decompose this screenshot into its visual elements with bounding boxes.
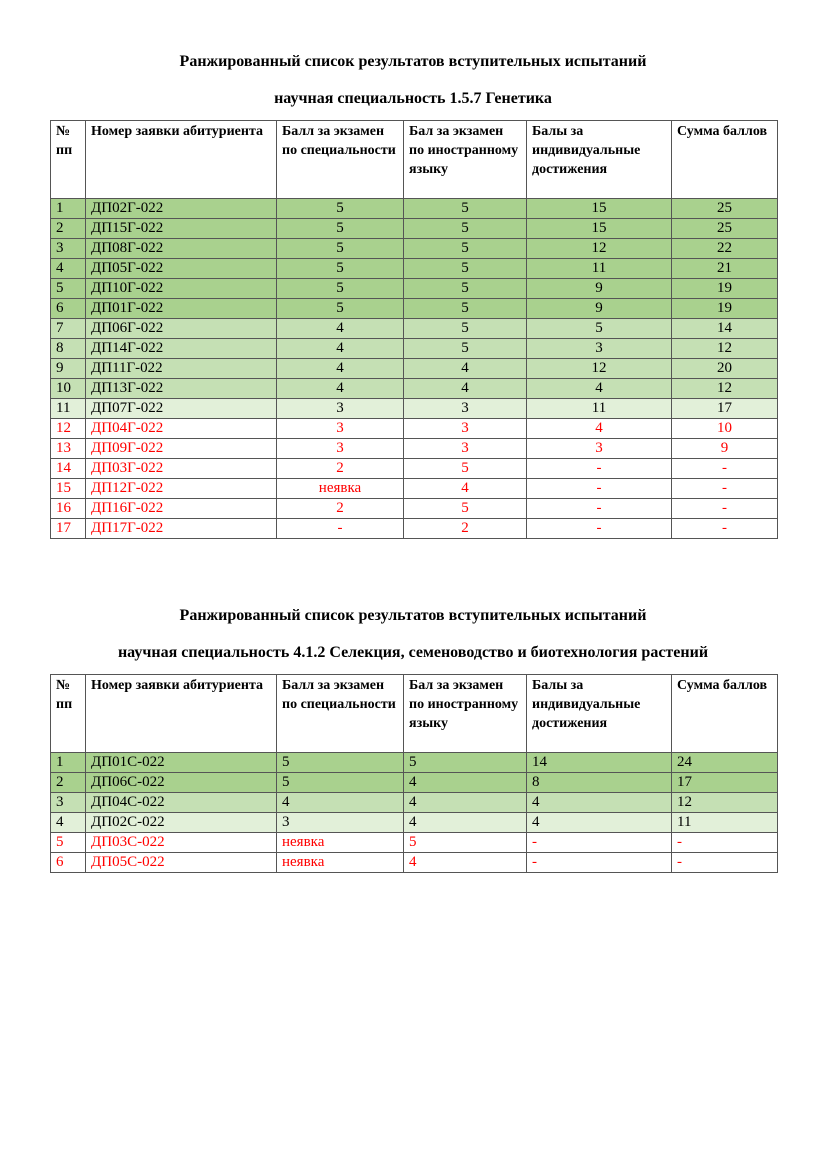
cell-language-score: 2 [404,519,527,539]
table-row [51,419,778,439]
cell-achievements-score: - [527,499,672,519]
cell-specialty-score: 3 [277,399,404,419]
cell-language-score: 5 [404,753,527,773]
cell-specialty-score: 5 [277,259,404,279]
cell-language-score: 4 [404,853,527,873]
header-number: № пп [51,121,86,199]
cell-achievements-score: 3 [527,339,672,359]
header-number: № пп [51,675,86,753]
cell-language-score: 5 [404,339,527,359]
header-specialty-exam: Балл за экзамен по специальности [277,121,404,199]
table-row [51,259,778,279]
cell-application-id: ДП13Г-022 [86,379,277,399]
cell-achievements-score: 5 [527,319,672,339]
cell-number: 4 [51,259,86,279]
results-table-genetics [50,120,778,539]
cell-total-score: - [672,499,778,519]
cell-application-id: ДП16Г-022 [86,499,277,519]
cell-number: 3 [51,239,86,259]
cell-specialty-score: неявка [277,479,404,499]
table-row [51,439,778,459]
cell-specialty-score: 5 [277,239,404,259]
table-row [51,359,778,379]
cell-language-score: 4 [404,773,527,793]
section-subtitle: научная специальность 1.5.7 Генетика [274,90,552,107]
cell-total-score: - [672,853,778,873]
cell-specialty-score: неявка [277,833,404,853]
cell-achievements-score: 4 [527,793,672,813]
cell-language-score: 3 [404,439,527,459]
cell-language-score: 5 [404,299,527,319]
cell-specialty-score: 4 [277,339,404,359]
cell-total-score: 10 [672,419,778,439]
cell-specialty-score: 3 [277,439,404,459]
cell-application-id: ДП04Г-022 [86,419,277,439]
cell-language-score: 5 [404,259,527,279]
cell-total-score: 12 [672,793,778,813]
table-row [51,199,778,219]
table-header-row [51,675,778,753]
cell-total-score: - [672,459,778,479]
cell-language-score: 5 [404,219,527,239]
cell-total-score: 11 [672,813,778,833]
cell-achievements-score: 14 [527,753,672,773]
cell-number: 1 [51,753,86,773]
cell-specialty-score: - [277,519,404,539]
table-row [51,279,778,299]
cell-number: 3 [51,793,86,813]
cell-number: 5 [51,279,86,299]
cell-number: 9 [51,359,86,379]
cell-specialty-score: неявка [277,853,404,873]
header-achievements: Балы за индивидуальные достижения [527,121,672,199]
section-title: Ранжированный список результатов вступительных испытаний [179,607,647,624]
cell-achievements-score: 9 [527,279,672,299]
cell-language-score: 5 [404,199,527,219]
cell-application-id: ДП05Г-022 [86,259,277,279]
cell-achievements-score: - [527,519,672,539]
cell-total-score: 17 [672,773,778,793]
cell-application-id: ДП02С-022 [86,813,277,833]
cell-language-score: 3 [404,399,527,419]
cell-language-score: 5 [404,833,527,853]
cell-specialty-score: 4 [277,359,404,379]
cell-achievements-score: 9 [527,299,672,319]
cell-specialty-score: 3 [277,813,404,833]
cell-specialty-score: 5 [277,279,404,299]
header-total: Сумма баллов [672,121,778,199]
cell-application-id: ДП06С-022 [86,773,277,793]
cell-total-score: 21 [672,259,778,279]
header-language-exam: Бал за экзамен по иностранному языку [404,675,527,753]
cell-achievements-score: 11 [527,399,672,419]
cell-number: 15 [51,479,86,499]
cell-specialty-score: 5 [277,299,404,319]
cell-application-id: ДП09Г-022 [86,439,277,459]
section-subtitle: научная специальность 4.1.2 Селекция, семеноводство и биотехнология растений [117,644,709,661]
cell-application-id: ДП06Г-022 [86,319,277,339]
table-row [51,319,778,339]
cell-number: 6 [51,853,86,873]
cell-application-id: ДП12Г-022 [86,479,277,499]
cell-language-score: 5 [404,459,527,479]
cell-number: 2 [51,219,86,239]
header-application-id: Номер заявки абитуриента [86,121,277,199]
cell-achievements-score: 4 [527,379,672,399]
cell-application-id: ДП14Г-022 [86,339,277,359]
cell-achievements-score: 4 [527,419,672,439]
cell-specialty-score: 5 [277,219,404,239]
cell-total-score: 22 [672,239,778,259]
table-row [51,219,778,239]
cell-specialty-score: 4 [277,793,404,813]
table-row [51,299,778,319]
cell-number: 13 [51,439,86,459]
cell-total-score: 17 [672,399,778,419]
cell-language-score: 4 [404,813,527,833]
table-row [51,379,778,399]
cell-specialty-score: 2 [277,499,404,519]
cell-achievements-score: - [527,853,672,873]
cell-number: 5 [51,833,86,853]
cell-application-id: ДП01Г-022 [86,299,277,319]
cell-total-score: 19 [672,299,778,319]
table-row [51,499,778,519]
table-row [51,339,778,359]
table-row [51,399,778,419]
cell-number: 12 [51,419,86,439]
cell-number: 14 [51,459,86,479]
cell-number: 11 [51,399,86,419]
cell-achievements-score: 12 [527,359,672,379]
cell-number: 7 [51,319,86,339]
cell-total-score: - [672,479,778,499]
cell-language-score: 4 [404,793,527,813]
cell-specialty-score: 3 [277,419,404,439]
results-table-breeding [50,674,778,873]
cell-specialty-score: 2 [277,459,404,479]
cell-application-id: ДП03С-022 [86,833,277,853]
cell-total-score: 19 [672,279,778,299]
cell-specialty-score: 5 [277,773,404,793]
cell-number: 16 [51,499,86,519]
section-title: Ранжированный список результатов вступительных испытаний [179,53,647,70]
table-row [51,239,778,259]
cell-total-score: 14 [672,319,778,339]
cell-language-score: 5 [404,239,527,259]
cell-application-id: ДП04С-022 [86,793,277,813]
cell-application-id: ДП15Г-022 [86,219,277,239]
cell-language-score: 3 [404,419,527,439]
cell-total-score: 12 [672,339,778,359]
cell-achievements-score: 12 [527,239,672,259]
cell-application-id: ДП05С-022 [86,853,277,873]
cell-total-score: - [672,833,778,853]
header-achievements: Балы за индивидуальные достижения [527,675,672,753]
cell-total-score: 20 [672,359,778,379]
cell-number: 10 [51,379,86,399]
cell-language-score: 4 [404,379,527,399]
table-row [51,519,778,539]
cell-achievements-score: 3 [527,439,672,459]
table-row [51,459,778,479]
cell-achievements-score: 15 [527,199,672,219]
cell-number: 6 [51,299,86,319]
cell-total-score: 25 [672,199,778,219]
cell-specialty-score: 5 [277,753,404,773]
table-row [51,753,778,773]
cell-total-score: 12 [672,379,778,399]
cell-specialty-score: 4 [277,379,404,399]
cell-application-id: ДП11Г-022 [86,359,277,379]
cell-number: 8 [51,339,86,359]
cell-number: 1 [51,199,86,219]
cell-application-id: ДП17Г-022 [86,519,277,539]
cell-language-score: 5 [404,319,527,339]
cell-number: 2 [51,773,86,793]
cell-application-id: ДП10Г-022 [86,279,277,299]
table-row [51,853,778,873]
cell-number: 4 [51,813,86,833]
cell-specialty-score: 5 [277,199,404,219]
cell-total-score: - [672,519,778,539]
cell-number: 17 [51,519,86,539]
cell-achievements-score: - [527,479,672,499]
cell-language-score: 4 [404,359,527,379]
cell-achievements-score: - [527,459,672,479]
header-language-exam: Бал за экзамен по иностранному языку [404,121,527,199]
cell-language-score: 5 [404,279,527,299]
cell-achievements-score: 8 [527,773,672,793]
table-row [51,813,778,833]
cell-achievements-score: 4 [527,813,672,833]
cell-achievements-score: 11 [527,259,672,279]
cell-total-score: 25 [672,219,778,239]
cell-achievements-score: - [527,833,672,853]
cell-total-score: 9 [672,439,778,459]
table-row [51,773,778,793]
cell-application-id: ДП03Г-022 [86,459,277,479]
cell-application-id: ДП01С-022 [86,753,277,773]
table-row [51,793,778,813]
table-row [51,479,778,499]
table-header-row [51,121,778,199]
cell-language-score: 5 [404,499,527,519]
header-application-id: Номер заявки абитуриента [86,675,277,753]
cell-application-id: ДП08Г-022 [86,239,277,259]
cell-language-score: 4 [404,479,527,499]
cell-achievements-score: 15 [527,219,672,239]
cell-specialty-score: 4 [277,319,404,339]
header-specialty-exam: Балл за экзамен по специальности [277,675,404,753]
header-total: Сумма баллов [672,675,778,753]
table-row [51,833,778,853]
cell-application-id: ДП07Г-022 [86,399,277,419]
cell-application-id: ДП02Г-022 [86,199,277,219]
cell-total-score: 24 [672,753,778,773]
